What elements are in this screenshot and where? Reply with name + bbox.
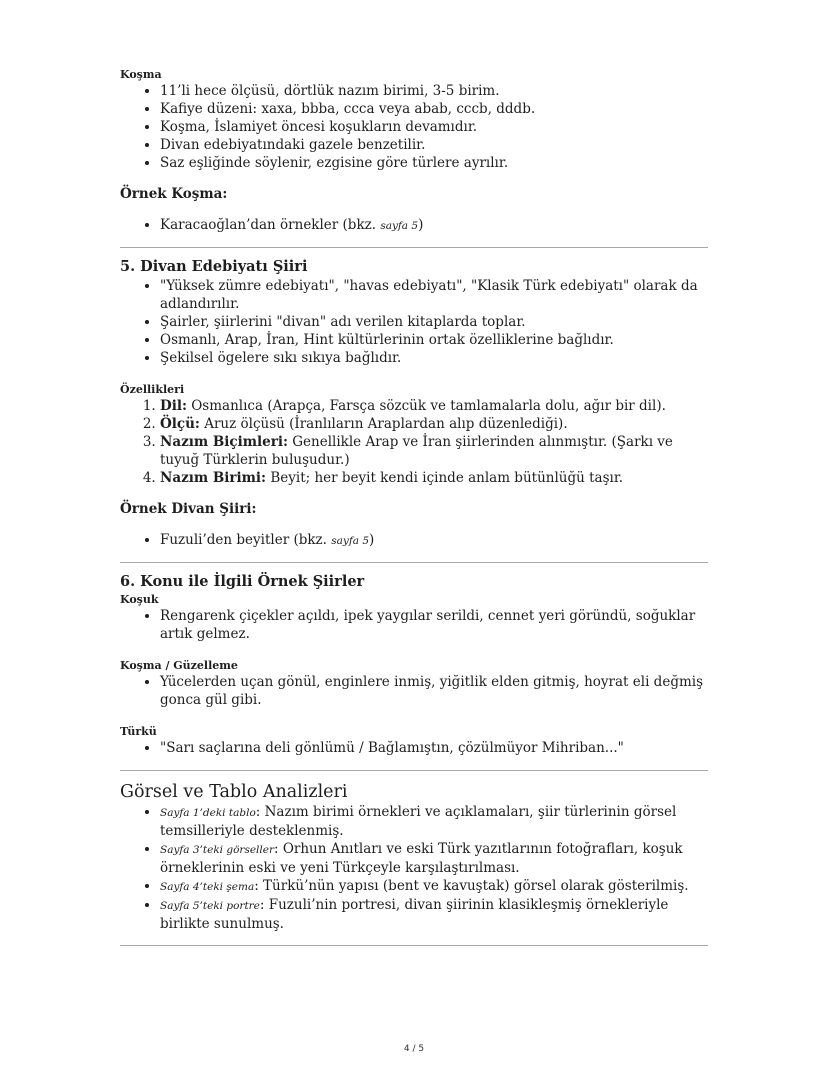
guzelleme-heading: Koşma / Güzelleme bbox=[120, 659, 238, 672]
analysis-ref: Sayfa 5’teki portre bbox=[160, 900, 260, 912]
list-item: • Koşma, İslamiyet öncesi koşukların devamıdır. bbox=[160, 118, 708, 136]
section-divider bbox=[120, 562, 708, 563]
document-page bbox=[120, 68, 708, 946]
list-item bbox=[160, 877, 708, 896]
kosuk-list bbox=[120, 607, 708, 643]
poems-section-title: 6. Konu ile İlgili Örnek Şiirler bbox=[120, 573, 365, 590]
analysis-text: : Orhun Anıtları ve eski Türk yazıtlarının fotoğrafları, koşuk örneklerinin eski ve yeni Türkçeyle karşılaştırılması. bbox=[160, 841, 683, 876]
list-item bbox=[160, 531, 708, 550]
analysis-ref: Sayfa 4’teki şema bbox=[160, 881, 255, 893]
feature-text: Aruz ölçüsü (İranlıların Araplardan alıp düzenlediği). bbox=[199, 416, 568, 432]
divan-list bbox=[120, 277, 708, 367]
features-heading: Özellikleri bbox=[120, 383, 185, 396]
features-list bbox=[120, 397, 708, 487]
analysis-text: : Türkü’nün yapısı (bent ve kavuştak) görsel olarak gösterilmiş. bbox=[254, 878, 689, 894]
list-item: • Kafiye düzeni: xaxa, bbba, ccca veya abab, cccb, dddb. bbox=[160, 100, 708, 118]
feature-term: Nazım Birimi: bbox=[160, 470, 267, 486]
kosuk-heading: Koşuk bbox=[120, 593, 159, 606]
page-reference: sayfa 5 bbox=[331, 535, 369, 547]
feature-item bbox=[160, 397, 708, 415]
turku-heading: Türkü bbox=[120, 725, 157, 738]
feature-item bbox=[160, 415, 708, 433]
section-divider bbox=[120, 770, 708, 771]
list-item: • Yücelerden uçan gönül, enginlere inmiş, yiğitlik elden gitmiş, hoyrat eli değmiş gonca gül gibi. bbox=[160, 673, 708, 709]
page-reference: sayfa 5 bbox=[380, 220, 419, 232]
example-text: Fuzuli’den beyitler (bkz. bbox=[160, 532, 332, 548]
analysis-section-title: Görsel ve Tablo Analizleri bbox=[120, 782, 348, 802]
feature-term: Nazım Biçimleri: bbox=[160, 434, 288, 450]
list-item: • "Yüksek zümre edebiyatı", "havas edebiyatı", "Klasik Türk edebiyatı" olarak da adlandırılır. bbox=[160, 277, 708, 313]
kosma-example-heading: Örnek Koşma: bbox=[120, 186, 228, 202]
analysis-text: : Fuzuli’nin portresi, divan şiirinin klasikleşmiş örnekleriyle birlikte sunulmuş. bbox=[160, 897, 669, 932]
list-item: • "Sarı saçlarına deli gönlümü / Bağlamıştın, çözülmüyor Mihriban..." bbox=[160, 739, 708, 757]
list-item: • Şairler, şiirlerini "divan" adı verilen kitaplarda toplar. bbox=[160, 313, 708, 331]
example-text: Karacaoğlan’dan örnekler (bkz. bbox=[160, 217, 381, 233]
list-item: • 11’li hece ölçüsü, dörtlük nazım birimi, 3-5 birim. bbox=[160, 82, 708, 100]
list-item bbox=[160, 216, 708, 235]
list-item: • Rengarenk çiçekler açıldı, ipek yaygılar serildi, cennet yeri göründü, soğuklar artık gelmez. bbox=[160, 607, 708, 643]
list-item: • Osmanlı, Arap, İran, Hint kültürlerinin ortak özelliklerine bağlıdır. bbox=[160, 331, 708, 349]
feature-text: Beyit; her beyit kendi içinde anlam bütünlüğü taşır. bbox=[266, 470, 624, 486]
kosma-heading: Koşma bbox=[120, 68, 162, 81]
divan-section-title: 5. Divan Edebiyatı Şiiri bbox=[120, 258, 308, 275]
analysis-ref: Sayfa 1’deki tablo bbox=[160, 807, 256, 819]
feature-text: Osmanlıca (Arapça, Farsça sözcük ve tamlamalarla dolu, ağır bir dil). bbox=[186, 398, 666, 414]
list-item: • Saz eşliğinde söylenir, ezgisine göre türlere ayrılır. bbox=[160, 154, 708, 172]
divan-example-list bbox=[120, 531, 708, 550]
kosma-example-list bbox=[120, 216, 708, 235]
turku-list bbox=[120, 739, 708, 757]
example-close: ) bbox=[369, 532, 375, 548]
analysis-list bbox=[120, 803, 708, 933]
page-number: 4 / 5 bbox=[403, 1044, 425, 1054]
feature-text: Genellikle Arap ve İran şiirlerinden alınmıştır. (Şarkı ve tuyuğ Türklerin buluşudur.) bbox=[160, 434, 673, 468]
feature-item bbox=[160, 469, 708, 487]
analysis-text: : Nazım birimi örnekleri ve açıklamaları, şiir türlerinin görsel temsilleriyle desteklenmiş. bbox=[160, 804, 677, 839]
feature-term: Ölçü: bbox=[160, 416, 200, 432]
list-item: • Şekilsel ögelere sıkı sıkıya bağlıdır. bbox=[160, 349, 708, 367]
list-item bbox=[160, 896, 708, 933]
section-divider bbox=[120, 247, 708, 248]
divan-example-heading: Örnek Divan Şiiri: bbox=[120, 501, 257, 517]
kosma-list bbox=[120, 82, 708, 172]
list-item: • Divan edebiyatındaki gazele benzetilir. bbox=[160, 136, 708, 154]
list-item bbox=[160, 803, 708, 840]
example-close: ) bbox=[418, 217, 424, 233]
section-divider bbox=[120, 945, 708, 946]
feature-item bbox=[160, 433, 708, 469]
list-item bbox=[160, 840, 708, 877]
guzelleme-list bbox=[120, 673, 708, 709]
feature-term: Dil: bbox=[160, 398, 187, 414]
analysis-ref: Sayfa 3’teki görseller bbox=[160, 844, 274, 856]
